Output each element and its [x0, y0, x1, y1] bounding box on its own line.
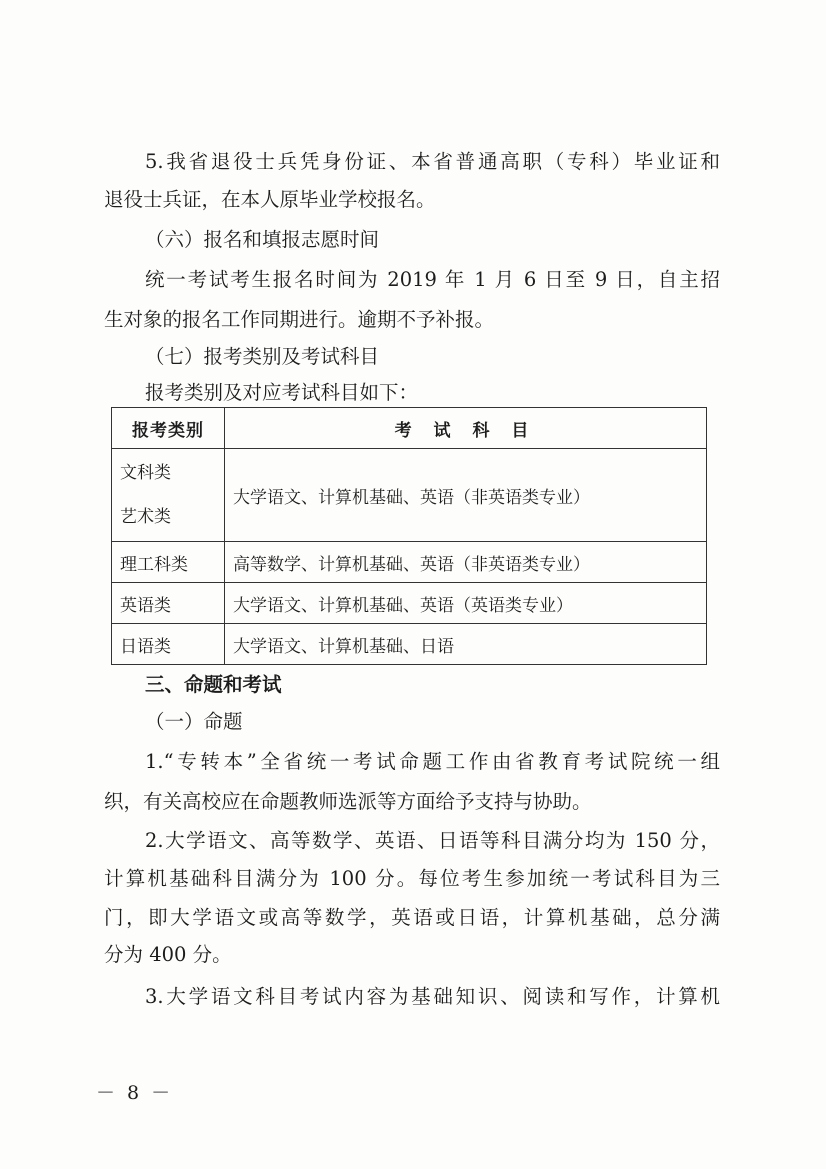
table-intro: 报考类别及对应考试科目如下： — [145, 381, 419, 404]
table-row — [112, 624, 707, 665]
item-1-line-1: 1.“专转本”全省统一考试命题工作由省教育考试院统一组 — [145, 750, 720, 773]
table-row — [112, 449, 707, 542]
category-line: 文科类 — [120, 463, 171, 483]
paragraph-5-line-1: 5.我省退役士兵凭身份证、本省普通高职（专科）毕业证和 — [145, 150, 720, 173]
paragraph-5-line-2: 退役士兵证，在本人原毕业学校报名。 — [104, 188, 436, 211]
item-1-line-2: 织，有关高校应在命题教师选派等方面给予支持与协助。 — [104, 790, 592, 813]
subjects-cell: 大学语文、计算机基础、英语（英语类专业） — [225, 583, 707, 624]
category-cell: 英语类 — [112, 583, 225, 624]
subheading-7: （七）报考类别及考试科目 — [145, 345, 380, 368]
category-cell — [112, 449, 225, 542]
page-number: － 8 － — [96, 1082, 174, 1104]
exam-subjects-table — [111, 407, 707, 665]
category-cell: 日语类 — [112, 624, 225, 665]
item-3-line-1: 3.大学语文科目考试内容为基础知识、阅读和写作，计算机 — [145, 985, 720, 1008]
table-row — [112, 542, 707, 583]
table-header-row — [112, 408, 707, 449]
item-2-line-1: 2.大学语文、高等数学、英语、日语等科目满分均为 150 分， — [145, 829, 720, 852]
item-2-line-2: 计算机基础科目满分为 100 分。每位考生参加统一考试科目为三 — [104, 867, 720, 890]
item-2-line-4: 分为 400 分。 — [104, 943, 232, 966]
category-line: 艺术类 — [120, 507, 171, 527]
subjects-cell: 大学语文、计算机基础、英语（非英语类专业） — [225, 449, 707, 542]
subheading-propositions: （一）命题 — [145, 710, 243, 733]
section-3-heading: 三、命题和考试 — [145, 673, 282, 696]
item-2-line-3: 门，即大学语文或高等数学，英语或日语，计算机基础，总分满 — [104, 906, 720, 929]
table-row — [112, 583, 707, 624]
subheading-6: （六）报名和填报志愿时间 — [145, 228, 380, 251]
registration-line-1: 统一考试考生报名时间为 2019 年 1 月 6 日至 9 日，自主招 — [145, 268, 720, 291]
subjects-cell: 大学语文、计算机基础、日语 — [225, 624, 707, 665]
category-cell: 理工科类 — [112, 542, 225, 583]
header-category: 报考类别 — [112, 408, 225, 449]
registration-line-2: 生对象的报名工作同期进行。逾期不予补报。 — [104, 308, 495, 331]
subjects-cell: 高等数学、计算机基础、英语（非英语类专业） — [225, 542, 707, 583]
header-subjects: 考 试 科 目 — [225, 408, 707, 449]
